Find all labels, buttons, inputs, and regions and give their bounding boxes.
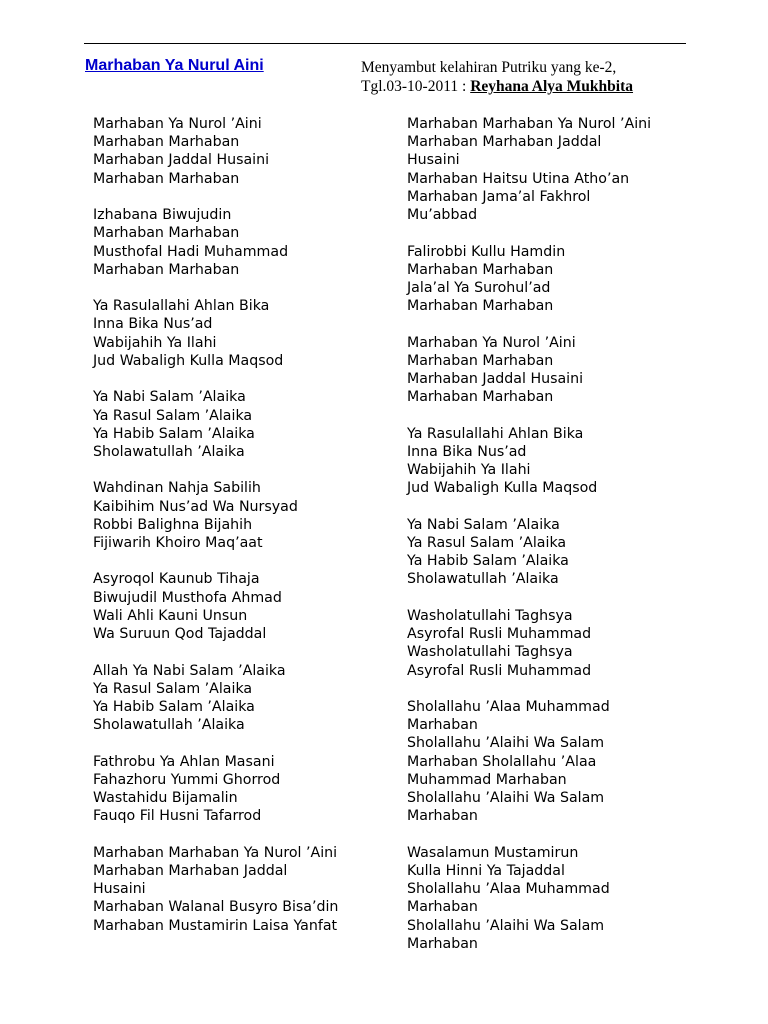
lyric-line: Marhaban Marhaban [93,134,240,151]
lyric-line: Asyroqol Kaunub Tihaja [93,571,260,588]
stanza [93,479,338,552]
lyric-line: Fijiwarih Khoiro Maq’aat [93,535,263,552]
lyric-line: Washolatullahi Taghsya [407,644,573,661]
stanza [407,115,651,224]
stanza [93,570,338,643]
lyric-line: Fathrobu Ya Ahlan Masani [93,753,275,770]
lyric-line: Marhaban [407,899,478,916]
lyric-line: Marhaban Haitsu Utina Atho’an [407,170,630,187]
lyric-line: Sholawatullah ’Alaika [407,571,559,588]
lyric-line: Mu’abbad [407,207,478,224]
lyric-line: Wahdinan Nahja Sabilih [93,480,261,497]
stanza [93,844,338,935]
lyric-line: Fauqo Fil Husni Tafarrod [93,808,262,825]
lyric-line: Marhaban Marhaban [93,261,240,278]
lyrics-left-column [93,115,338,953]
stanza [407,516,651,589]
lyric-line: Kulla Hinni Ya Tajaddal [407,862,565,879]
lyric-line: Husaini [407,152,460,169]
stanza [407,698,651,826]
dedication-date: Tgl.03-10-2011 : [361,78,471,95]
stanza [93,115,338,188]
stanza [93,388,338,461]
lyric-line: Ya Rasul Salam ’Alaika [93,680,253,697]
dedication [361,58,633,96]
lyric-line: Sholallahu ’Alaihi Wa Salam [407,917,605,934]
lyric-line: Jala’al Ya Surohul’ad [407,279,551,296]
lyric-line: Ya Nabi Salam ’Alaika [93,389,246,406]
lyric-line: Marhaban Walanal Busyro Bisa’din [93,899,339,916]
lyric-line: Fahazhoru Yummi Ghorrod [93,771,281,788]
lyric-line: Marhaban Jama’al Fakhrol [407,188,591,205]
lyric-line: Ya Rasul Salam ’Alaika [407,535,567,552]
top-rule [84,43,686,44]
stanza [93,662,338,735]
lyric-line: Jud Wabaligh Kulla Maqsod [407,480,598,497]
lyric-line: Marhaban Ya Nurol ’Aini [407,334,576,351]
stanza [407,243,651,316]
lyric-line: Ya Habib Salam ’Alaika [93,425,255,442]
lyric-line: Wali Ahli Kauni Unsun [93,607,248,624]
lyric-line: Marhaban Marhaban [407,298,554,315]
lyric-line: Ya Rasul Salam ’Alaika [93,407,253,424]
lyric-line: Ya Habib Salam ’Alaika [93,699,255,715]
lyric-line: Izhabana Biwujudin [93,207,232,224]
lyric-line: Marhaban Marhaban [93,225,240,242]
lyric-line: Wa Suruun Qod Tajaddal [93,626,267,643]
lyric-line: Ya Nabi Salam ’Alaika [407,516,560,533]
lyric-line: Marhaban Jaddal Husaini [93,152,270,169]
lyric-line: Washolatullahi Taghsya [407,607,573,624]
lyric-line: Kaibihim Nus’ad Wa Nursyad [93,498,298,515]
stanza [93,753,338,826]
lyric-line: Marhaban [407,808,478,825]
lyric-line: Marhaban Marhaban [407,261,554,278]
dedication-line-1: Menyambut kelahiran Putriku yang ke-2, [361,59,617,76]
lyric-line: Marhaban Marhaban [407,389,554,406]
lyric-line: Sholallahu ’Alaa Muhammad [407,881,610,898]
stanza [407,607,651,680]
lyric-line: Marhaban Marhaban [407,352,554,369]
lyric-line: Falirobbi Kullu Hamdin [407,243,566,260]
lyric-line: Inna Bika Nus’ad [407,443,527,460]
dedication-line-2 [361,77,633,96]
lyric-line: Sholawatullah ’Alaika [93,443,245,460]
lyric-line: Marhaban Marhaban Jaddal [407,134,602,151]
lyric-line: Jud Wabaligh Kulla Maqsod [93,352,284,369]
lyric-line: Marhaban Marhaban [93,170,240,187]
lyric-line: Asyrofal Rusli Muhammad [407,662,592,679]
lyric-line: Robbi Balighna Bijahih [93,516,253,533]
lyric-line: Marhaban Marhaban Ya Nurol ’Aini [407,116,652,132]
lyric-line: Marhaban Marhaban Jaddal [93,862,288,879]
dedication-name: Reyhana Alya Mukhbita [470,78,634,95]
document-title-link[interactable]: Marhaban Ya Nurul Aini [85,57,264,74]
lyrics-right-column [407,115,651,971]
lyric-line: Allah Ya Nabi Salam ’Alaika [93,662,286,679]
lyric-line: Husaini [93,881,146,898]
lyric-line: Marhaban Ya Nurol ’Aini [93,116,262,132]
lyric-line: Sholallahu ’Alaihi Wa Salam [407,790,605,807]
lyric-line: Marhaban Jaddal Husaini [407,371,584,388]
lyric-line: Marhaban Mustamirin Laisa Yanfat [93,917,338,934]
lyric-line: Wasalamun Mustamirun [407,844,579,861]
lyric-line: Asyrofal Rusli Muhammad [407,626,592,643]
lyric-line: Ya Rasulallahi Ahlan Bika [93,298,270,315]
stanza [407,334,651,407]
lyric-line: Biwujudil Musthofa Ahmad [93,589,282,606]
stanza [93,297,338,370]
lyric-line: Sholawatullah ’Alaika [93,717,245,734]
stanza [407,844,651,953]
lyric-line: Marhaban Marhaban Ya Nurol ’Aini [93,844,338,861]
stanza [93,206,338,279]
lyric-line: Muhammad Marhaban [407,771,567,788]
stanza [407,425,651,498]
lyric-line: Ya Habib Salam ’Alaika [407,553,569,570]
lyric-line: Wabijahih Ya Ilahi [93,334,217,351]
lyric-line: Sholallahu ’Alaihi Wa Salam [407,735,605,752]
lyric-line: Wabijahih Ya Ilahi [407,462,531,479]
lyric-line: Marhaban [407,717,478,734]
lyric-line: Marhaban Sholallahu ’Alaa [407,753,597,770]
lyric-line: Inna Bika Nus’ad [93,316,213,333]
lyric-line: Marhaban [407,935,478,952]
lyric-line: Wastahidu Bijamalin [93,790,238,807]
lyric-line: Ya Rasulallahi Ahlan Bika [407,425,584,442]
lyric-line: Musthofal Hadi Muhammad [93,243,289,260]
lyric-line: Sholallahu ’Alaa Muhammad [407,699,610,715]
